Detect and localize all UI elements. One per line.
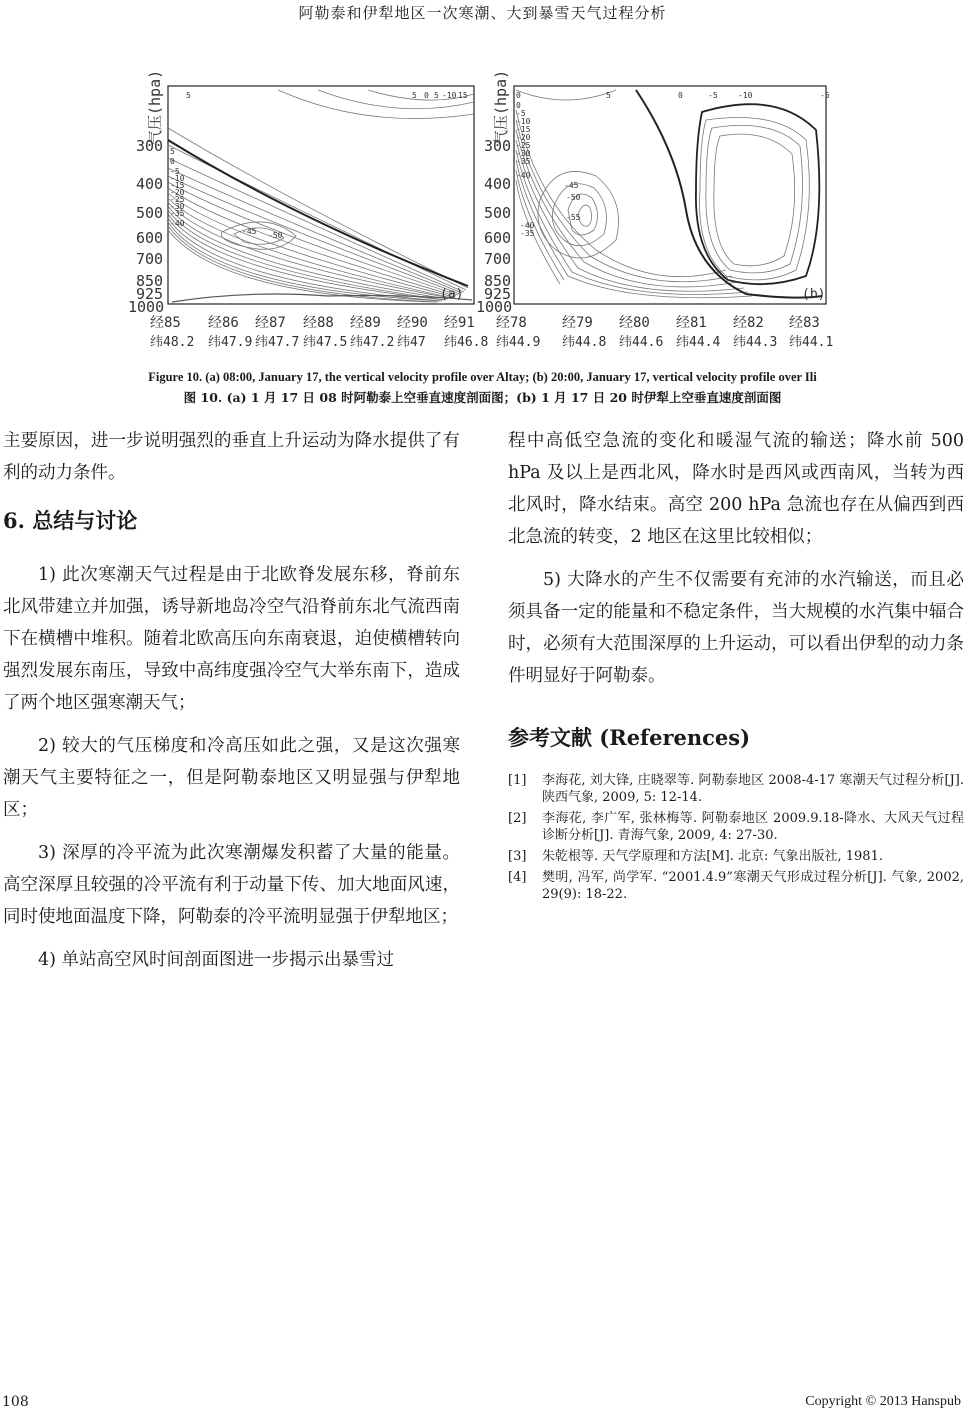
reference-list xyxy=(508,772,964,903)
reference-text: 李海花, 刘大锋, 庄晓翠等. 阿勒泰地区 2008-4-17 寒潮天气过程分析[J]. 陕西气象, 2009, 5: 12-14. xyxy=(542,773,964,805)
contour-value: 5 xyxy=(170,147,175,156)
contour-value: 5 xyxy=(606,91,611,100)
left-column xyxy=(3,425,460,987)
contour-value: -40 xyxy=(516,171,531,180)
reference-item xyxy=(508,848,964,865)
contour-value: -45 xyxy=(242,227,257,236)
latitude-label: 纬47.7 xyxy=(255,335,300,350)
contour-value: -10 xyxy=(516,117,531,126)
y-axis-label-a: 气压(hpa) xyxy=(146,69,164,145)
pressure-tick: 1000 xyxy=(476,298,513,316)
pressure-tick: 1000 xyxy=(128,298,165,316)
contour-value: -25 xyxy=(516,141,531,150)
latitude-label: 纬46.8 xyxy=(444,335,489,350)
paragraph-continuation-right: 程中高低空急流的变化和暖湿气流的输送；降水前 500 hPa 及以上是西北风，降水时是西风或西南风，当转为西北风时，降水结束。高空 200 hPa 急流也存在从偏西到西北急流的转变，2 地区在这里比较相似； xyxy=(508,431,964,547)
page-number: 108 xyxy=(2,1394,29,1410)
longitude-label: 经82 xyxy=(733,315,764,331)
contour-value: -40 xyxy=(170,219,185,228)
contour-value: 5 xyxy=(186,91,191,100)
velocity-profile-a-chart xyxy=(128,50,489,355)
paragraph-continuation: 主要原因，进一步说明强烈的垂直上升运动为降水提供了有利的动力条件。 xyxy=(3,431,460,483)
contour-value: -20 xyxy=(170,188,185,197)
pressure-tick: 925 xyxy=(484,285,512,303)
contour-value: -20 xyxy=(516,133,531,142)
latitude-label: 纬47 xyxy=(397,335,426,350)
pressure-tick: 925 xyxy=(136,285,164,303)
longitude-label: 经90 xyxy=(397,315,428,331)
contour-value: -10 xyxy=(738,91,753,100)
references-title: 参考文献 (References) xyxy=(508,725,751,750)
reference-number: [2] xyxy=(508,811,527,826)
contour-value: -50 xyxy=(566,193,581,202)
zero-contour-b2 xyxy=(696,104,819,284)
longitude-labels-a xyxy=(150,315,475,331)
latitude-labels-b xyxy=(496,334,833,350)
conclusion-item-1: 1) 此次寒潮天气过程是由于北欧脊发展东移，脊前东北风带建立并加强，诱导新地岛冷空气沿脊前东北气流西南下在横槽中堆积。随着北欧高压向东南衰退，迫使横槽转向强烈发展东南压，导致中高纬度强冷空气大举东南下，造成了两个地区强寒潮天气； xyxy=(3,565,460,713)
pressure-tick: 600 xyxy=(484,229,512,247)
contour-value: -30 xyxy=(170,202,185,211)
contour-value: 0 xyxy=(424,91,429,100)
longitude-label: 经89 xyxy=(350,315,381,331)
contours-b xyxy=(516,90,809,298)
contour-value: 0 xyxy=(170,157,175,166)
reference-number: [3] xyxy=(508,849,527,864)
contour-labels-a xyxy=(170,91,468,240)
contour-value: 0 xyxy=(516,91,521,100)
conclusion-item-5: 5) 大降水的产生不仅需要有充沛的水汽输送，而且必须具备一定的能量和不稳定条件，当大规模的水汽集中辐合时，必须有大范围深厚的上升运动，可以看出伊犁的动力条件明显好于阿勒泰。 xyxy=(508,570,964,686)
pressure-tick-labels-a xyxy=(128,137,164,316)
latitude-label: 纬44.3 xyxy=(733,335,778,350)
panel-label-b: (b) xyxy=(802,287,826,302)
contour-value: -35 xyxy=(520,229,535,238)
panel-label-a: (a) xyxy=(440,287,464,302)
contour-value: -25 xyxy=(170,195,185,204)
longitude-label: 经86 xyxy=(208,315,239,331)
reference-text: 樊明, 冯军, 尚学军. “2001.4.9”寒潮天气形成过程分析[J]. 气象, 2002, 29(9): 18-22. xyxy=(542,870,964,902)
conclusion-item-2: 2) 较大的气压梯度和冷高压如此之强，又是这次强寒潮天气主要特征之一，但是阿勒泰地区又明显强与伊犁地区； xyxy=(3,736,460,820)
contour-value: -55 xyxy=(566,213,581,222)
copyright-notice: Copyright © 2013 Hanspub xyxy=(805,1394,961,1409)
contour-value: 15 xyxy=(458,91,468,100)
conclusion-item-3: 3) 深厚的冷平流为此次寒潮爆发积蓄了大量的能量。高空深厚且较强的冷平流有利于动量下传、加大地面风速，同时使地面温度下降，阿勒泰的冷平流明显强于伊犁地区； xyxy=(3,843,460,927)
latitude-label: 纬47.5 xyxy=(303,335,348,350)
contour-value: -35 xyxy=(516,157,531,166)
contour-value: -35 xyxy=(170,209,185,218)
reference-number: [4] xyxy=(508,870,527,885)
contour-value: -5 xyxy=(170,167,180,176)
reference-item xyxy=(508,869,964,903)
figure-caption-chinese: 图 10. (a) 1 月 17 日 08 时阿勒泰上空垂直速度剖面图；(b) 1 月 17 日 20 时伊犁上空垂直速度剖面图 xyxy=(183,390,782,405)
contour-value: -10 xyxy=(170,174,185,183)
longitude-label: 经87 xyxy=(255,315,286,331)
latitude-label: 纬47.2 xyxy=(350,335,395,350)
longitude-labels-b xyxy=(496,315,820,331)
figure-caption-english: Figure 10. (a) 08:00, January 17, the vertical velocity profile over Altay; (b) 20:00, January 17, vertical velocity profile over Ili xyxy=(148,370,817,384)
longitude-label: 经88 xyxy=(303,315,334,331)
pressure-tick: 300 xyxy=(136,137,164,155)
latitude-label: 纬48.2 xyxy=(150,335,195,350)
longitude-label: 经83 xyxy=(789,315,820,331)
contour-value: -40 xyxy=(520,221,535,230)
pressure-tick: 500 xyxy=(136,204,164,222)
contour-value: -5 xyxy=(708,91,718,100)
longitude-label: 经81 xyxy=(676,315,707,331)
pressure-tick: 850 xyxy=(136,272,164,290)
zero-contour-b xyxy=(636,90,822,298)
pressure-tick: 700 xyxy=(484,250,512,268)
reference-text: 李海花, 李广军, 张林梅等. 阿勒泰地区 2009.9.18-降水、大风天气过程诊断分析[J]. 青海气象, 2009, 4: 27-30. xyxy=(542,811,964,843)
reference-item xyxy=(508,772,964,806)
pressure-tick: 300 xyxy=(484,137,512,155)
latitude-label: 纬44.4 xyxy=(676,335,721,350)
pressure-tick: 400 xyxy=(484,175,512,193)
reference-number: [1] xyxy=(508,773,527,788)
longitude-label: 经80 xyxy=(619,315,650,331)
pressure-tick-labels-b xyxy=(476,137,512,316)
pressure-tick: 600 xyxy=(136,229,164,247)
contour-value: -5 xyxy=(516,109,526,118)
latitude-label: 纬44.6 xyxy=(619,335,664,350)
latitude-labels-a xyxy=(150,334,488,350)
longitude-label: 经79 xyxy=(562,315,593,331)
longitude-label: 经85 xyxy=(150,315,181,331)
reference-item xyxy=(508,810,964,844)
pressure-tick: 500 xyxy=(484,204,512,222)
figure-panel-b xyxy=(476,50,841,355)
running-head: 阿勒泰和伊犁地区一次寒潮、大到暴雪天气过程分析 xyxy=(298,4,667,22)
right-column xyxy=(508,425,964,907)
latitude-label: 纬44.8 xyxy=(562,335,607,350)
contour-value: -5 xyxy=(820,91,830,100)
pressure-tick: 850 xyxy=(484,272,512,290)
latitude-label: 纬44.1 xyxy=(789,335,834,350)
contour-value: 5 xyxy=(434,91,439,100)
contour-value: 0 xyxy=(516,101,521,110)
longitude-label: 经78 xyxy=(496,315,527,331)
conclusion-item-4: 4) 单站高空风时间剖面图进一步揭示出暴雪过 xyxy=(38,950,395,970)
figure-panel-a xyxy=(128,50,489,355)
contour-value: -15 xyxy=(516,125,531,134)
pressure-tick: 700 xyxy=(136,250,164,268)
velocity-profile-b-chart xyxy=(476,50,841,355)
pressure-tick: 400 xyxy=(136,175,164,193)
plot-frame-b xyxy=(514,86,826,304)
contour-value: 5 xyxy=(412,91,417,100)
contour-value: -15 xyxy=(170,181,185,190)
section-title: 6. 总结与讨论 xyxy=(3,508,138,533)
longitude-label: 经91 xyxy=(444,315,475,331)
latitude-label: 纬47.9 xyxy=(208,335,253,350)
contour-value: 0 xyxy=(678,91,683,100)
contour-value: -50 xyxy=(268,231,283,240)
reference-text: 朱乾根等. 天气学原理和方法[M]. 北京: 气象出版社, 1981. xyxy=(542,849,883,864)
contour-value: -30 xyxy=(516,149,531,158)
latitude-label: 纬44.9 xyxy=(496,335,541,350)
contour-value: -45 xyxy=(564,181,579,190)
contour-value: -10 xyxy=(442,91,457,100)
y-axis-label-b: 气压(hpa) xyxy=(492,69,510,145)
